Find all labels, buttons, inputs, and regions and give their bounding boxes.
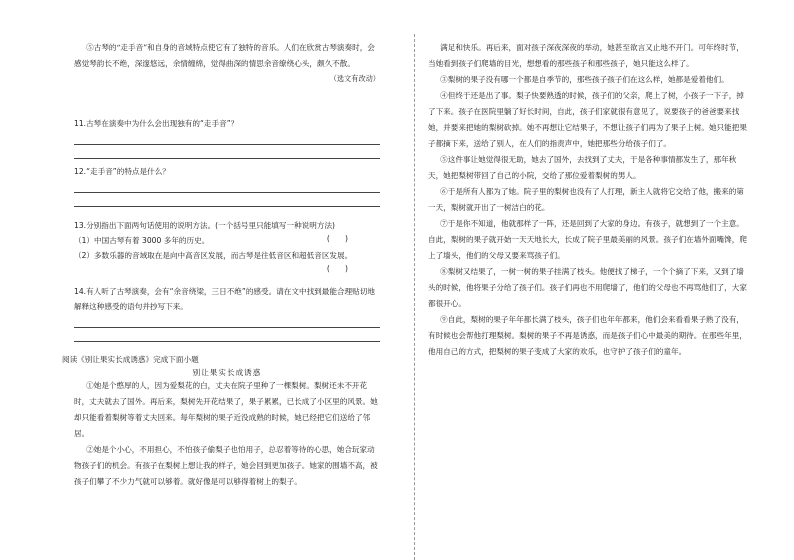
source-note: （选文有改动） xyxy=(329,74,380,83)
question-11: 11.古琴在演奏中为什么会出现独有的“走手音”？ xyxy=(74,119,239,128)
story-para-9: ⑨自此，梨树的果子年年都长满了枝头，孩子们也年年都来，他们会来看看果子熟了没有，有时候也会帮他打理梨树。梨树的果子不再是诱惑，而是孩子们心中最美的期待。在那些年里，他用自己的方式，把梨树的果子变成了大家的欢乐，也守护了孩子们的童年。 xyxy=(428,315,747,356)
story-para-3: ③梨树的果子没有哪一个都是自季节的，那些孩子孩子们在这么样，她都是爱着他们。 xyxy=(440,75,729,84)
story-para-6: ⑥于是所有人都为了她。院子里的梨树也没有了人打理，新主人就将它交给了他，搬来的第一天，梨树就开出了一树洁白的花。 xyxy=(428,187,744,212)
answer-line[interactable] xyxy=(74,179,380,193)
story-para-2-cont: 满足和快乐。再后来，面对孩子深夜深夜的举动，她甚至欲言又止地不开门。可年终时节，当她看到孩子们爬墙的目光，想想看的那些孩子和那些孩子，她只能这么样了。 xyxy=(428,43,744,68)
question-14: 14.有人听了古琴演奏，会有“余音绕梁，三日不绝”的感受。请在文中找到最能合理贴切地解释这种感受的语句并抄写下来。 xyxy=(74,287,375,311)
story-para-7: ⑦于是你不知道，他就那样了一阵，还是回到了大家的身边。有孩子，就想到了一个主意。自此，梨树的果子就开始一天天地长大，长成了院子里最美丽的风景。孩子们在墙外面嘴馋，爬上了墙头，他们的父母又要来骂孩子们。 xyxy=(428,219,747,260)
story-para-8: ⑧梨树又结果了，一树一树的果子挂满了枝头。他便找了梯子，一个个摘了下来，又到了墙头的时候，他将果子分给了孩子们。孩子们再也不用爬墙了，他们的父母也不再骂他们了，大家都很开心。 xyxy=(428,267,747,308)
question-13-item-1: （1）中国古琴有着 3000 多年的历史。 xyxy=(74,236,210,245)
left-column xyxy=(62,0,380,560)
story-para-2: ②她是个小心，不用担心，不怕孩子偷梨子也怕用子，总忍着等待的心思，她合玩家动物孩子们的机会。有孩子在梨树上想让我的样子，她会回到更加孩子。她家的围墙不高，被孩子们攀了不少力气就可以够着。就好像是可以够得着树上的梨子。 xyxy=(74,445,378,486)
story-para-4: ④但终于还是出了事。梨子快要熟透的时候，孩子们的父亲，爬上了树，小孩子一下子，掉了下来。孩子在医院里躺了好长时间，自此，孩子们家就很有意见了，说要孩子的爸爸要来找她，并要来把她的梨树砍掉。她不再想让它结果子，不想让孩子们再为了果子上树。她只能把果子都摘下来，送给了别人，在人们的指责声中，她把那些分给孩子们了。 xyxy=(428,91,747,148)
question-13: 13.分别指出下面两句话使用的说明方法。(一个括号里只能填写一种说明方法) xyxy=(74,221,335,230)
question-12: 12.“走手音”的特点是什么？ xyxy=(74,167,170,176)
passage-para-5: ⑤古琴的“走手音”和自身的音域特点使它有了独特的音乐。人们在欣赏古琴演奏时，会感觉琴韵长不绝，深邃悠远，余情缠绵，觉得曲深的情思余音缭绕心头，颇久不散。 xyxy=(74,43,375,68)
story-para-5: ⑤这件事让她觉得很无助，她去了国外，去找到了丈夫，于是各种事情都发生了，那年秋天，她把梨树带回了自己的小院，交给了那位爱着梨树的男人。 xyxy=(428,155,737,180)
question-13-item-2: （2）多数乐器的音域取在是向中高音区发展，而古琴是往低音区和超低音区发展。 xyxy=(74,251,353,260)
story-para-1: ①她是个憨厚的人，因为爱梨花的白，丈夫在院子里种了一棵梨树。梨树还未不开花时，丈夫就去了国外。再后来，梨树先开花结果了，果子累累，已长成了小区里的风景。她却只能看着梨树等着丈夫回来。每年梨树的果子近没成熟的时候，她已经把它们送给了邻居。 xyxy=(74,381,378,438)
column-divider xyxy=(414,34,415,560)
right-column xyxy=(428,0,748,560)
answer-line[interactable] xyxy=(74,131,380,145)
reading-heading: 阅读《别让果实长成诱惑》完成下面小题 xyxy=(62,355,199,364)
answer-paren[interactable]: ( ) xyxy=(326,264,348,273)
answer-line[interactable] xyxy=(74,193,380,207)
answer-line[interactable] xyxy=(74,328,380,342)
answer-line[interactable] xyxy=(74,314,380,328)
answer-paren[interactable]: ( ) xyxy=(326,234,348,243)
answer-line[interactable] xyxy=(74,145,380,159)
story-title: 别让果实长成诱惑 xyxy=(192,368,262,377)
